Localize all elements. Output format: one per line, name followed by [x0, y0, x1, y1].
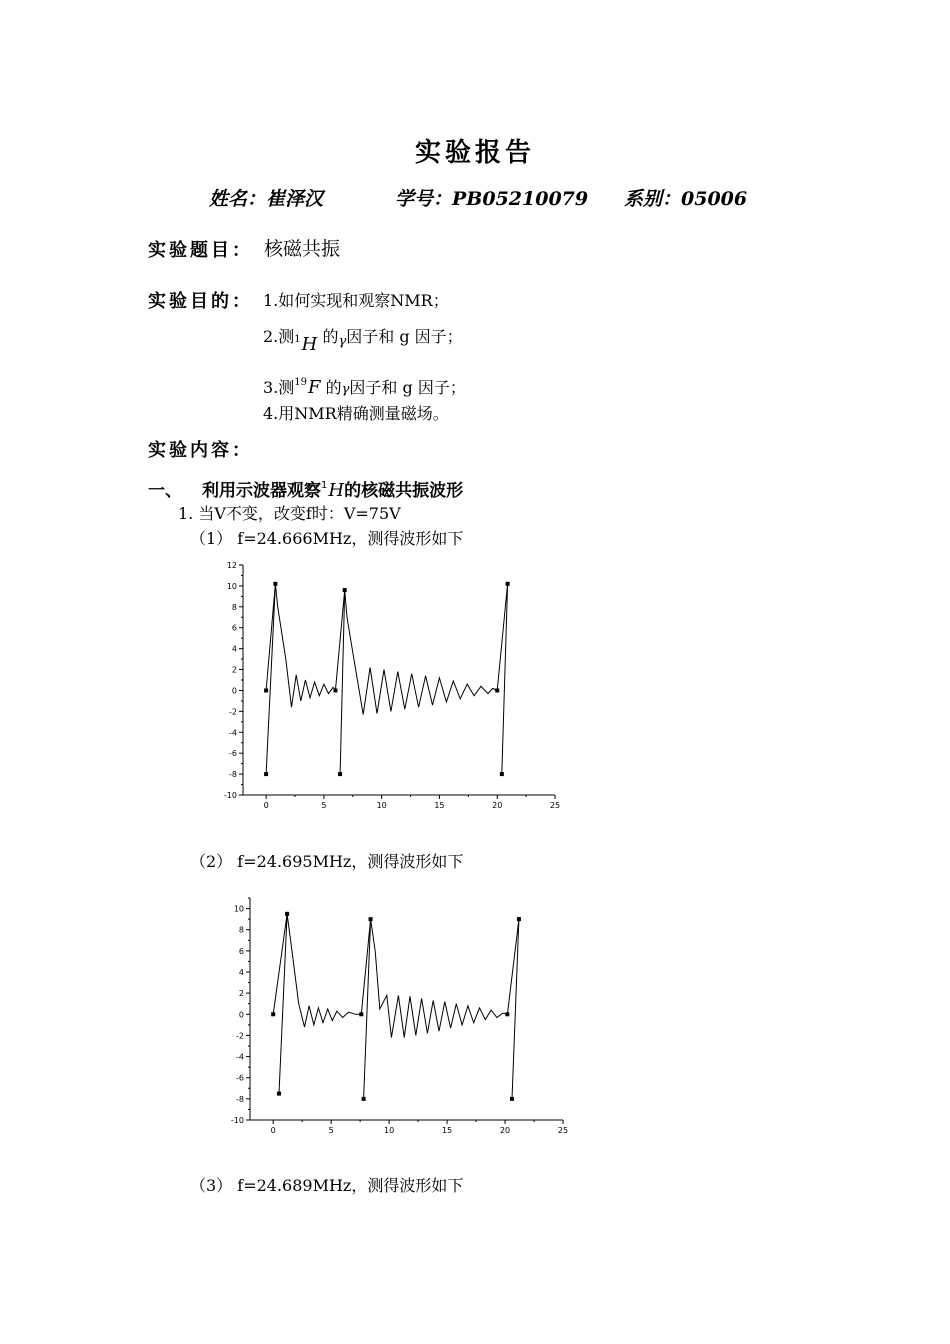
waveform-chart-1 — [215, 557, 570, 819]
student-name: 姓名：崔泽汉 — [209, 188, 324, 210]
department: 系别：05006 — [624, 188, 748, 210]
data-point-marker — [500, 772, 504, 776]
data-point-marker — [273, 582, 277, 586]
y-tick-label: 10 — [233, 904, 244, 914]
data-point-marker — [517, 917, 521, 921]
data-point-marker — [277, 1092, 281, 1096]
purpose-label: 实验目的： — [148, 291, 253, 312]
y-tick-label: 12 — [226, 561, 237, 570]
y-tick-label: 2 — [238, 989, 244, 999]
y-tick-label: -2 — [236, 1031, 244, 1041]
purpose-item-2: 2.测$^1$H 的γ因子和 g 因子； — [263, 327, 463, 355]
purpose-item-3: 3.测$^{19}$F 的γ因子和 g 因子； — [263, 377, 466, 398]
data-point-marker — [285, 912, 289, 916]
data-point-marker — [510, 1097, 514, 1101]
y-tick-label: 6 — [231, 623, 237, 633]
section-1-title: 利用示波器观察$^1$H的核磁共振波形 — [202, 480, 464, 501]
x-tick-label: 20 — [499, 1126, 511, 1135]
subsection-1: 1. 当V不变，改变f时：V=75V — [178, 504, 401, 523]
y-tick-label: -6 — [229, 749, 237, 759]
data-point-marker — [271, 1012, 275, 1016]
topic-label: 实验题目： — [148, 240, 253, 261]
report-title: 实验报告 — [414, 138, 535, 168]
purpose-item-1: 1.如何实现和观察NMR； — [263, 291, 449, 310]
y-tick-label: 2 — [231, 665, 237, 675]
caption-1: （1） f=24.666MHz，测得波形如下 — [190, 529, 464, 548]
x-tick-label: 10 — [376, 801, 387, 810]
caption-2: （2） f=24.695MHz，测得波形如下 — [190, 852, 464, 871]
x-tick-label: 15 — [441, 1126, 453, 1135]
purpose-item-4: 4.用NMR精确测量磁场。 — [263, 404, 449, 423]
x-tick-label: 25 — [549, 801, 561, 810]
x-tick-label: 15 — [434, 801, 445, 810]
y-tick-label: 8 — [231, 602, 237, 612]
student-id: 学号：PB05210079 — [395, 188, 589, 210]
data-point-marker — [495, 688, 499, 692]
data-point-marker — [343, 588, 347, 592]
data-point-marker — [359, 1012, 363, 1016]
x-tick-label: 20 — [492, 801, 503, 810]
x-tick-label: 5 — [328, 1126, 334, 1135]
section-1-number: 一、 — [148, 481, 182, 501]
x-tick-label: 0 — [263, 801, 269, 810]
y-tick-label: -10 — [223, 791, 237, 800]
data-point-marker — [369, 917, 373, 921]
y-tick-label: 4 — [231, 644, 237, 654]
x-tick-label: 10 — [384, 1126, 395, 1135]
data-point-marker — [264, 688, 268, 692]
y-tick-label: -8 — [229, 770, 237, 780]
y-tick-label: -10 — [230, 1116, 244, 1125]
data-point-marker — [333, 688, 337, 692]
y-tick-label: 10 — [226, 581, 237, 591]
y-tick-label: 6 — [238, 946, 244, 956]
y-tick-label: -4 — [236, 1052, 244, 1062]
y-tick-label: 0 — [231, 686, 237, 696]
data-point-marker — [362, 1097, 366, 1101]
waveform-line — [266, 584, 508, 774]
y-tick-label: -6 — [236, 1073, 244, 1083]
y-tick-label: -2 — [229, 707, 237, 717]
x-tick-label: 0 — [270, 1126, 276, 1135]
data-point-marker — [264, 772, 268, 776]
x-tick-label: 5 — [321, 801, 327, 810]
data-point-marker — [338, 772, 342, 776]
y-tick-label: 8 — [238, 925, 244, 935]
data-point-marker — [505, 1012, 509, 1016]
y-tick-label: 4 — [238, 968, 244, 977]
waveform-chart-2 — [218, 888, 573, 1140]
y-tick-label: -4 — [229, 728, 237, 738]
x-tick-label: 25 — [557, 1126, 569, 1135]
waveform-line — [273, 914, 519, 1099]
caption-3: （3） f=24.689MHz，测得波形如下 — [190, 1176, 464, 1195]
data-point-marker — [506, 582, 510, 586]
y-tick-label: -8 — [236, 1094, 244, 1104]
topic-value: 核磁共振 — [264, 238, 341, 260]
y-tick-label: 0 — [238, 1010, 244, 1020]
content-label: 实验内容： — [148, 440, 253, 461]
